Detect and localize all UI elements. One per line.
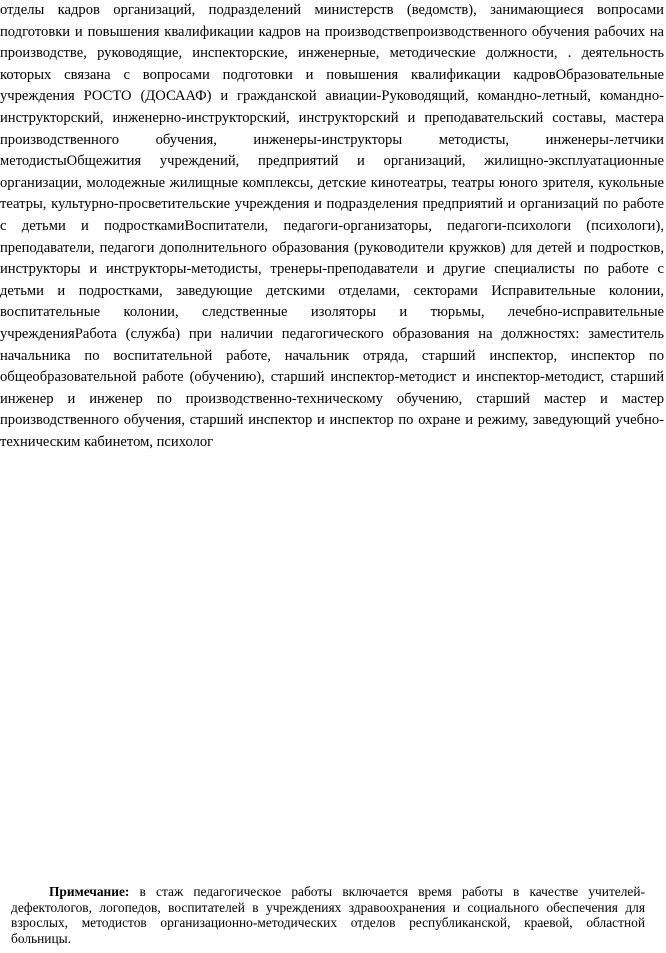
note-paragraph xyxy=(11,884,645,947)
note-text: в стаж педагогическое работы включается время работы в качестве учителей-дефектологов, логопедов, воспитателей в учреждениях здравоохранения и социального обеспечения для взрослых, методистов организационно-методических отделов республиканской, краевой, областной больницы. xyxy=(11,884,645,947)
body-text: отделы кадров организаций, подразделений министерств (ведомств), занимающиеся вопросами подготовки и повышения квалификации кадров на производствепроизводственного обучения рабочих на производстве, руководящие, инспекторские, инженерные, методические должности, . деятельность которых связана с вопросами подготовки и повышения квалификации кадровОбразовательные учреждения РОСТО (ДОСААФ) и гражданской авиации-Руководящий, командно-летный, командно-инструкторский, инженерно-инструкторский, инструкторский и преподавательский составы, мастера производственного обучения, инженеры-инструкторы методисты, инженеры-летчики методистыОбщежития учреждений, предприятий и организаций, жилищно-эксплуатационные организации, молодежные жилищные комплексы, детские кинотеатры, театры юного зрителя, кукольные театры, культурно-просветительские учреждения и подразделения предприятий и организаций по работе с детьми и подросткамиВоспитатели, педагоги-организаторы, педагоги-психологи (психологи), преподаватели, педагоги дополнительного образования (руководители кружков) для детей и подростков, инструкторы и инструкторы-методисты, тренеры-преподаватели и другие специалисты по работе с детьми и подростками, заведующие детскими отделами, секторами Исправительные колонии, воспитательные колонии, следственные изоляторы и тюрьмы, лечебно-исправительные учрежденияРабота (служба) при наличии педагогического образования на должностях: заместитель начальника по воспитательной работе, начальник отряда, старший инспектор, инспектор по общеобразовательной работе (обучению), старший инспектор-методист и инспектор-методист, старший инженер и инженер по производственно-техническому обучению, старший мастер и мастер производственного обучения, старший инспектор и инспектор по охране и режиму, заведующий учебно-техническим кабинетом, психолог xyxy=(0,2,664,450)
note-label: Примечание: xyxy=(49,884,130,899)
